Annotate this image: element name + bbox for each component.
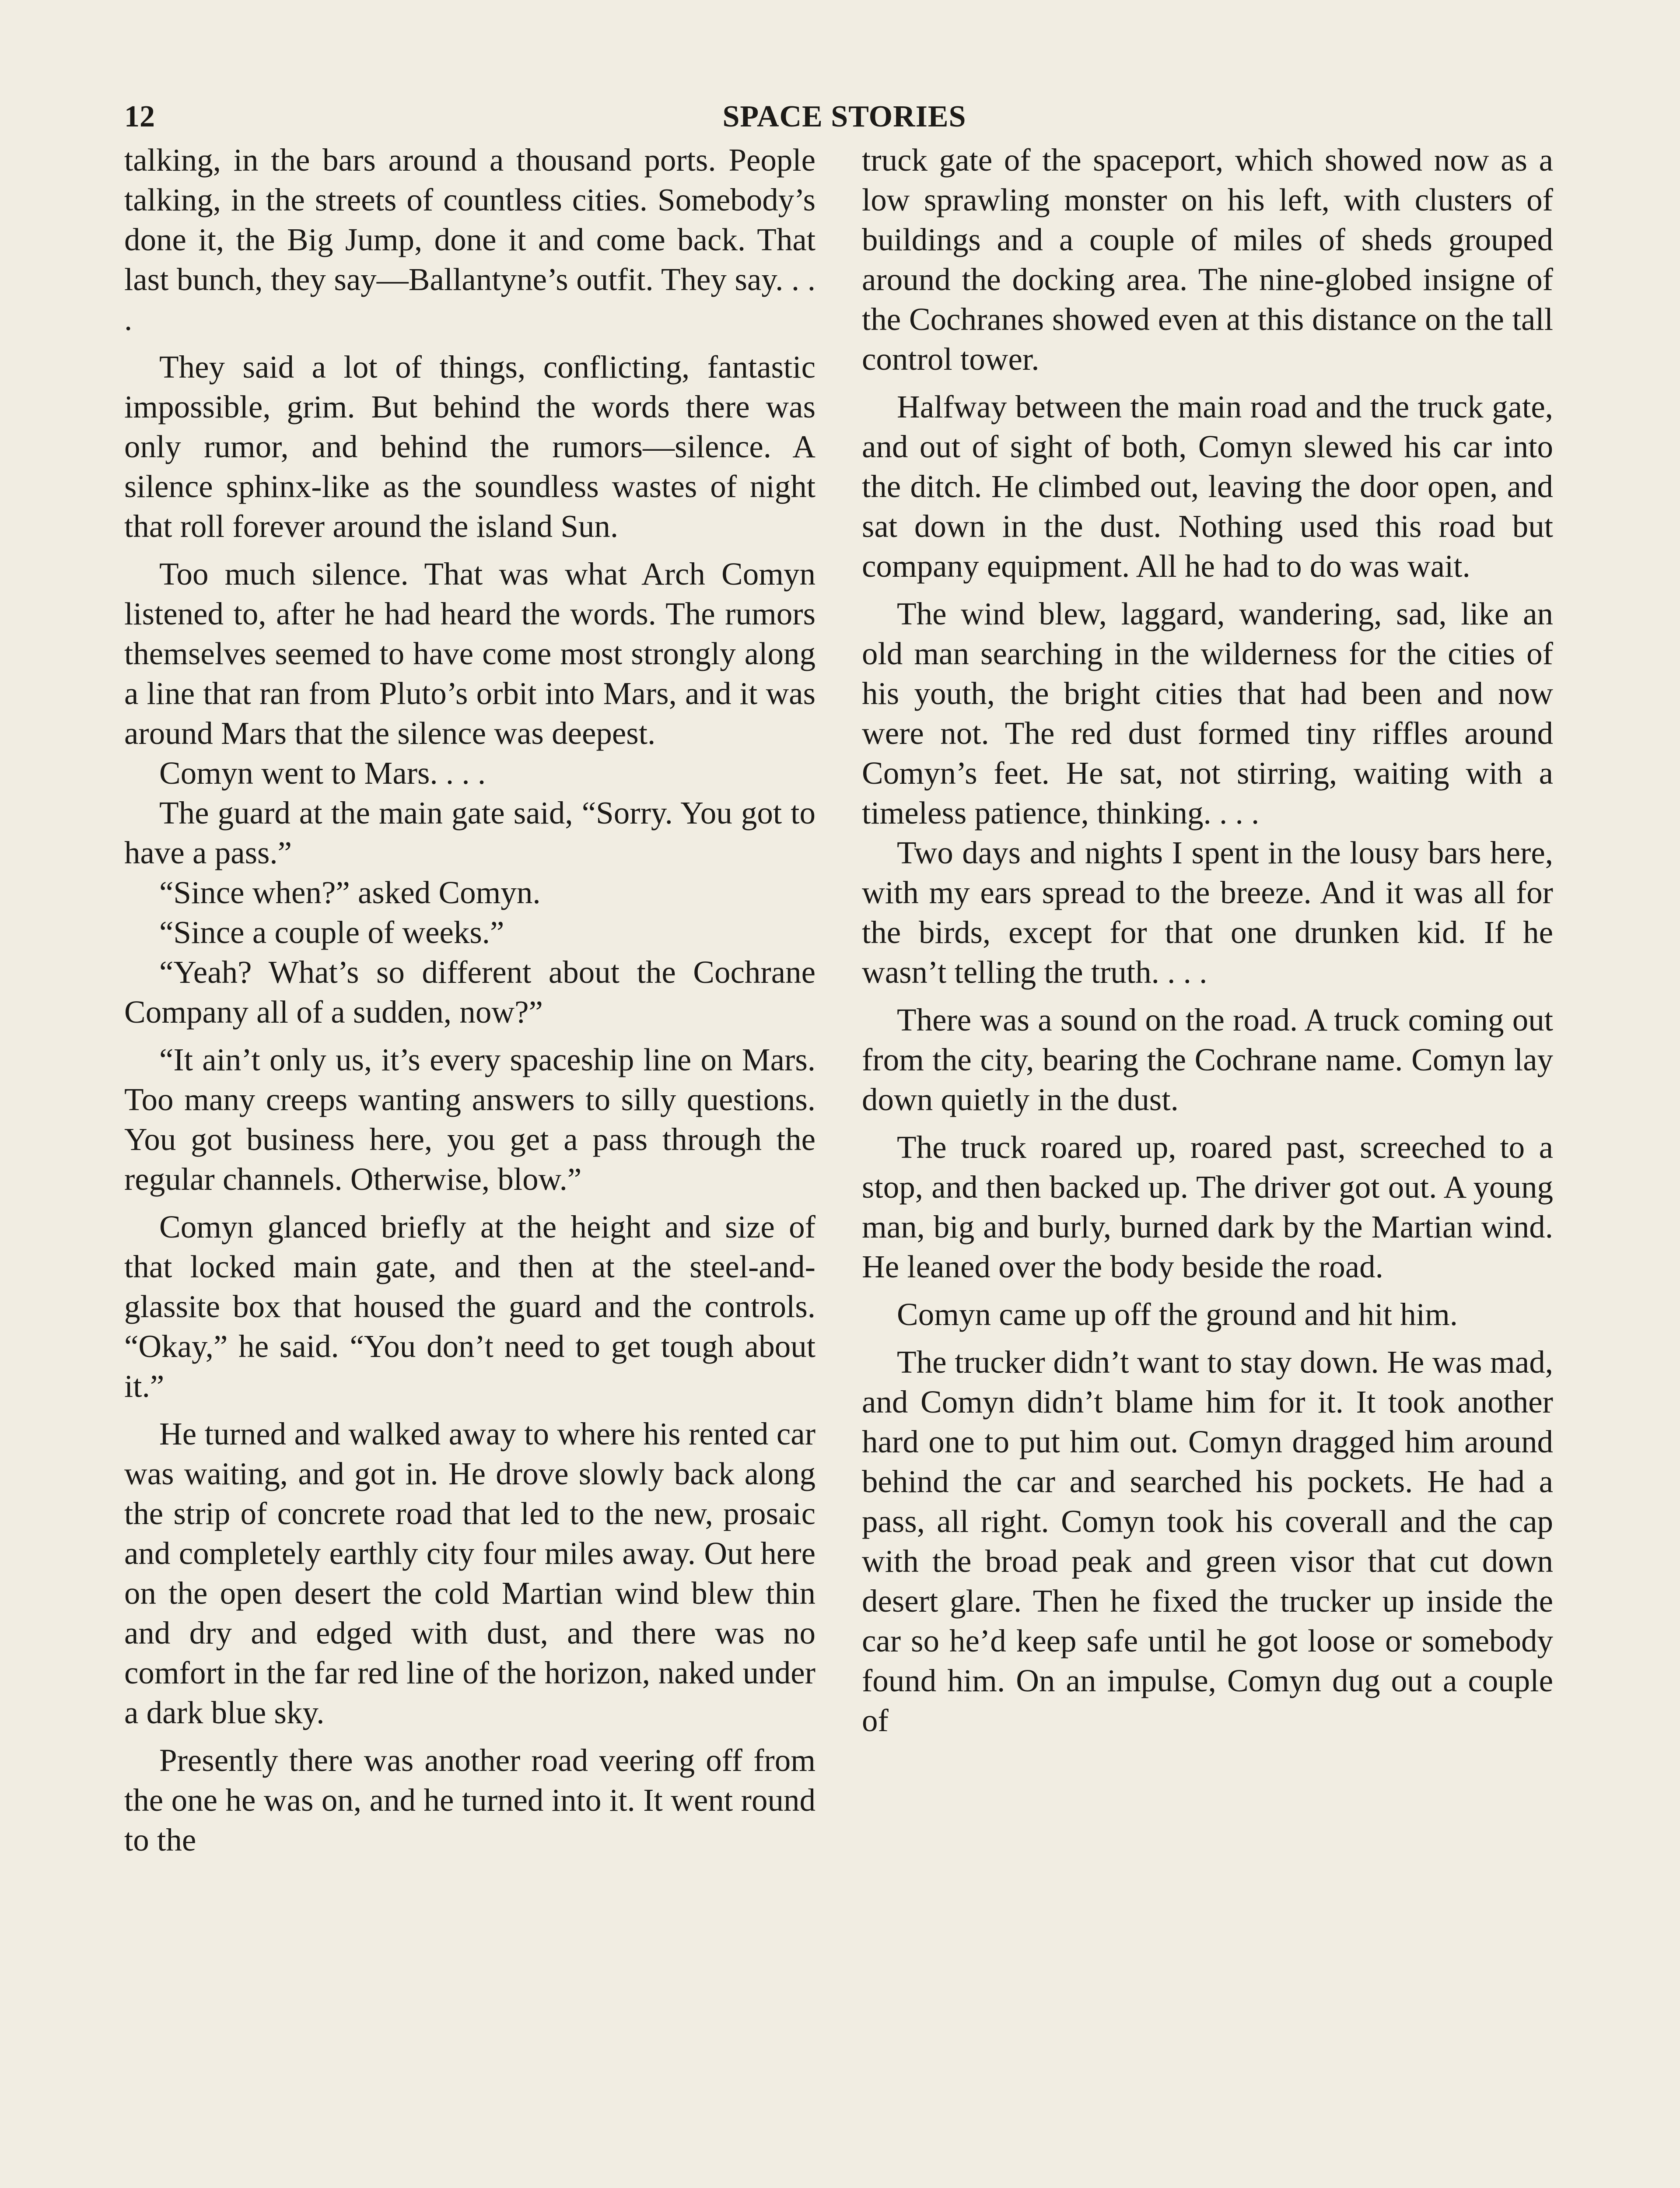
paragraph: Comyn glanced briefly at the height and size of that locked main gate, and then at the steel-and-glassite box that housed the guard and the controls. “Okay,” he said. “You don’t need to get tough about it.” <box>124 1209 816 1404</box>
paragraph: Comyn came up off the ground and hit him. <box>897 1297 1458 1332</box>
paragraph: The guard at the main gate said, “Sorry. You got to have a pass.” <box>124 795 816 870</box>
paragraph: They said a lot of things, conflicting, fantastic impossible, grim. But behind the words there was only rumor, and behind the rumors—silence. A silence sphinx-like as the soundless wastes of night that roll forever around the island Sun. <box>124 349 816 544</box>
paragraph: The trucker didn’t want to stay down. He was mad, and Comyn didn’t blame him for it. It took another hard one to put him out. Comyn dragged him around behind the car and searched his pockets. He had a pass, all right. Comyn took his coverall and the cap with the broad peak and green visor that cut down desert glare. Then he fixed the trucker up inside the car so he’d keep safe until he got loose or somebody found him. On an impulse, Comyn dug out a couple of <box>862 1344 1553 1738</box>
paragraph: Presently there was another road veering off from the one he was on, and he turned into it. It went round to the <box>124 1743 816 1858</box>
paragraph: Too much silence. That was what Arch Comyn listened to, after he had heard the words. The rumors themselves seemed to have come most strongly along a line that ran from Pluto’s orbit into Mars, and it was around Mars that the silence was deepest. <box>124 556 816 751</box>
paragraph: There was a sound on the road. A truck coming out from the city, bearing the Cochrane name. Comyn lay down quietly in the dust. <box>862 1002 1553 1117</box>
paragraph: “Yeah? What’s so different about the Cochrane Company all of a sudden, now?” <box>124 954 816 1030</box>
page-number: 12 <box>124 100 155 133</box>
paragraph: He turned and walked away to where his rented car was waiting, and got in. He drove slowly back along the strip of concrete road that led to the new, prosaic and completely earthly city four miles away. Out here on the open desert the cold Martian wind blew thin and dry and edged with dust, and there was no comfort in the far red line of the horizon, naked under a dark blue sky. <box>124 1416 816 1730</box>
paragraph: “It ain’t only us, it’s every spaceship line on Mars. Too many creeps wanting answers to silly questions. You got business here, you get a pass through the regular channels. Otherwise, blow.” <box>124 1042 816 1197</box>
paragraph: The truck roared up, roared past, screeched to a stop, and then backed up. The driver got out. A young man, big and burly, burned dark by the Martian wind. He leaned over the body beside the road. <box>862 1129 1553 1284</box>
page-header <box>124 97 1564 137</box>
left-text-column <box>124 140 816 2188</box>
running-title: SPACE STORIES <box>722 100 966 133</box>
paragraph: The wind blew, laggard, wandering, sad, like an old man searching in the wilderness for the cities of his youth, the bright cities that had been and now were not. The red dust formed tiny riffles around Comyn’s feet. He sat, not stirring, waiting with a timeless patience, thinking. . . . <box>862 596 1553 831</box>
right-text-column <box>862 140 1553 2188</box>
paragraph: talking, in the bars around a thousand ports. People talking, in the streets of countless cities. Somebody’s done it, the Big Jump, done it and come back. That last bunch, they say—Ballantyne’s outfit. They say. . . . <box>124 142 816 337</box>
paragraph: truck gate of the spaceport, which showed now as a low sprawling monster on his left, with clusters of buildings and a couple of miles of sheds grouped around the docking area. The nine-globed insigne of the Cochranes showed even at this distance on the tall control tower. <box>862 142 1553 377</box>
paragraph: Halfway between the main road and the truck gate, and out of sight of both, Comyn slewed his car into the ditch. He climbed out, leaving the door open, and sat down in the dust. Nothing used this road but company equipment. All he had to do was wait. <box>862 389 1553 584</box>
paragraph: “Since when?” asked Comyn. <box>159 875 541 910</box>
paragraph: “Since a couple of weeks.” <box>159 915 504 950</box>
paragraph: Comyn went to Mars. . . . <box>159 755 486 791</box>
paragraph: Two days and nights I spent in the lousy bars here, with my ears spread to the breeze. And it was all for the birds, except for that one drunken kid. If he wasn’t telling the truth. . . . <box>862 835 1553 990</box>
